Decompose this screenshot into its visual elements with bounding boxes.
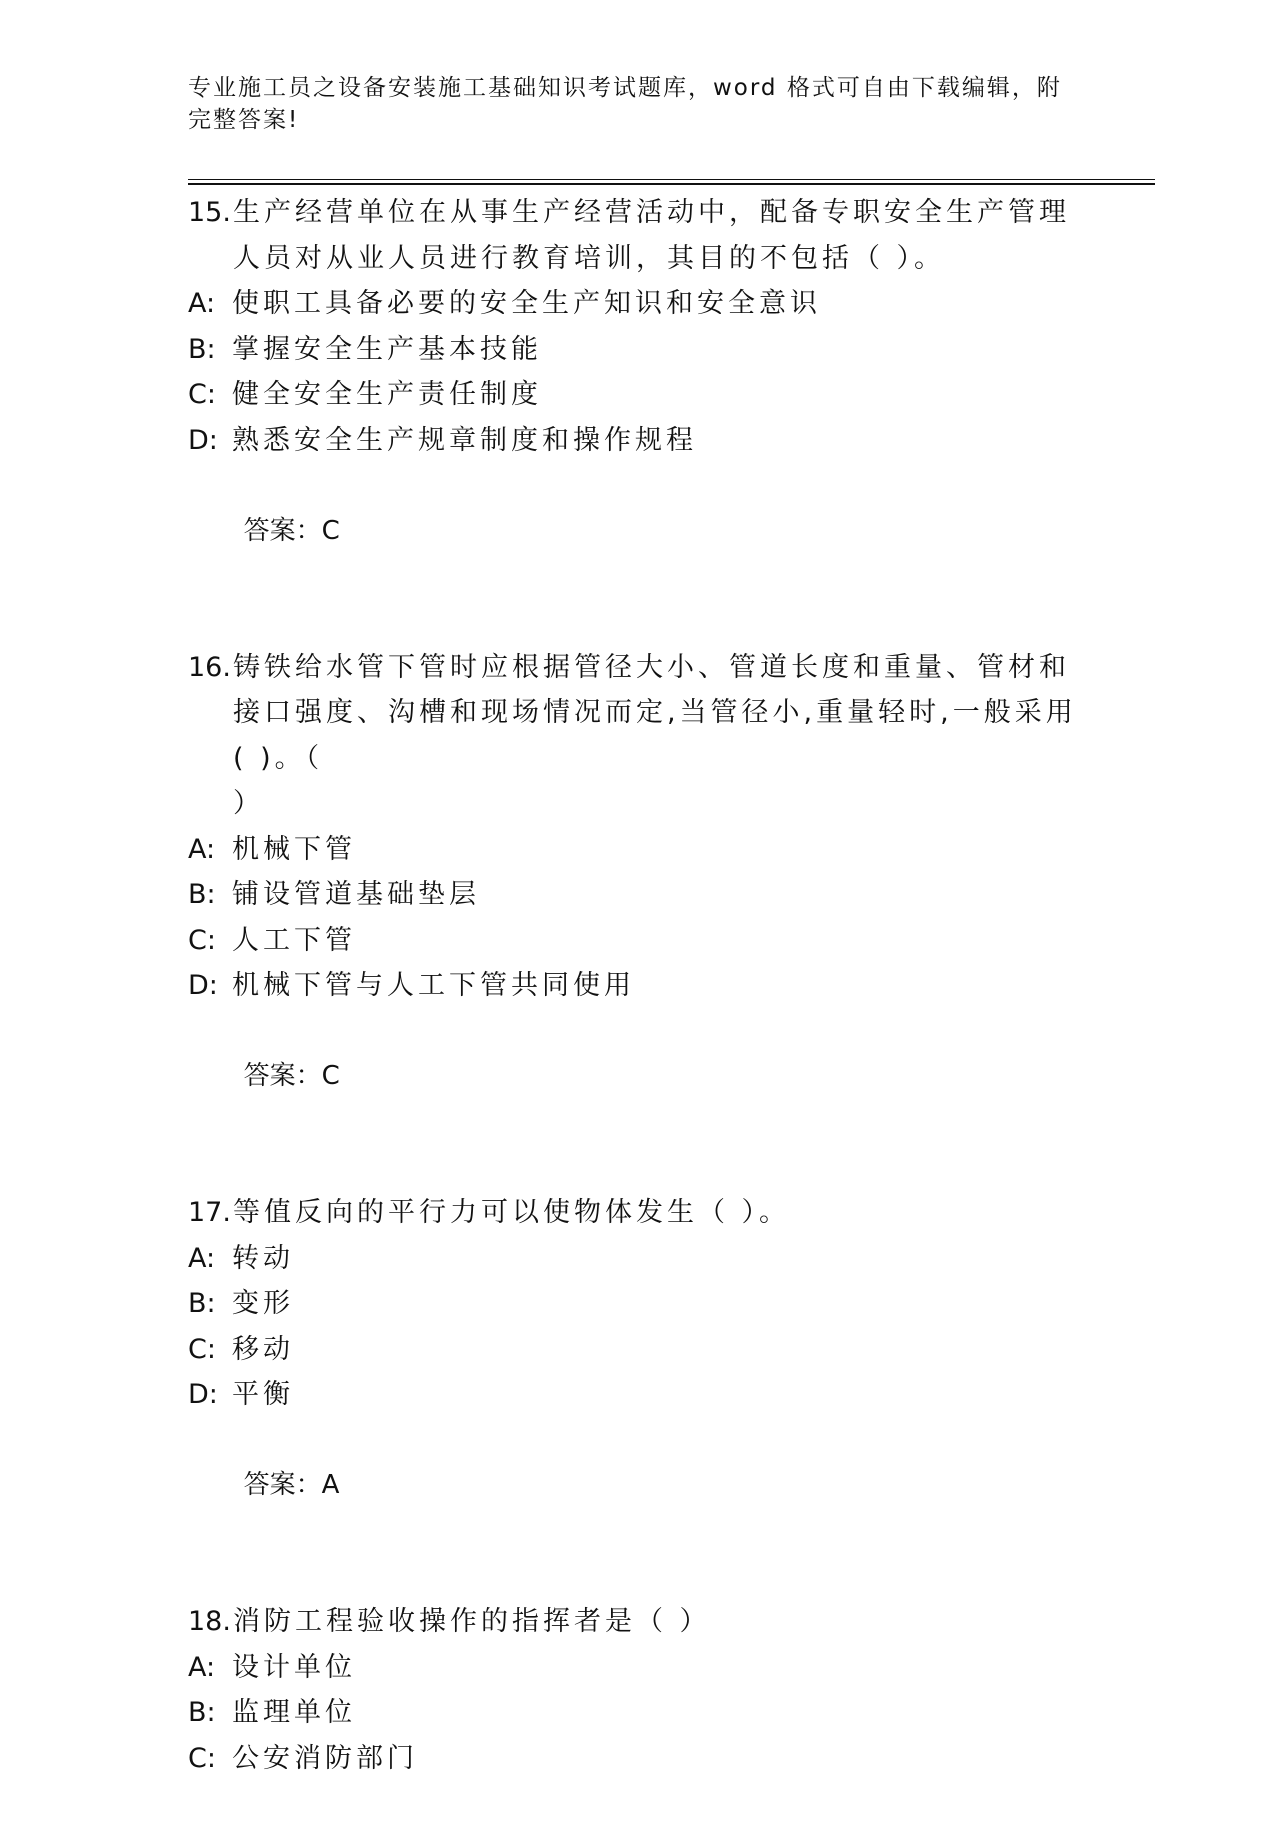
option-b <box>188 1690 1088 1736</box>
answer-value: C <box>321 1061 341 1091</box>
answer-value: C <box>321 515 341 546</box>
option-d <box>188 1372 1088 1418</box>
question-15 <box>188 190 1088 600</box>
option-key: B: <box>188 1288 216 1319</box>
option-text: 熟悉安全生产规章制度和操作规程 <box>232 424 697 456</box>
question-list <box>188 190 1088 1826</box>
option-a <box>188 281 1088 327</box>
option-b <box>188 872 1088 918</box>
option-key: C: <box>188 924 216 956</box>
option-d <box>188 418 1088 464</box>
option-text: 机械下管 <box>232 833 356 865</box>
option-key: A: <box>188 833 216 865</box>
option-key: D: <box>188 424 218 456</box>
option-text: 变形 <box>232 1288 294 1319</box>
option-key: B: <box>188 1697 216 1728</box>
answer-line <box>188 1009 1088 1146</box>
question-number: 16. <box>188 651 231 683</box>
option-text: 掌握安全生产基本技能 <box>232 333 542 365</box>
option-key: A: <box>188 1242 216 1274</box>
question-stem <box>188 645 1088 827</box>
option-text: 健全安全生产责任制度 <box>232 379 542 410</box>
option-key: C: <box>188 1742 216 1774</box>
answer-label: 答案： <box>243 515 322 546</box>
option-text: 使职工具备必要的安全生产知识和安全意识 <box>232 288 821 319</box>
option-text: 人工下管 <box>232 924 356 956</box>
option-c <box>188 1327 1088 1373</box>
question-18 <box>188 1599 1088 1781</box>
question-text: 消防工程验收操作的指挥者是（ ） <box>232 1606 711 1637</box>
header-divider-thin <box>188 179 1155 180</box>
question-number: 15. <box>188 197 231 228</box>
option-c <box>188 918 1088 964</box>
option-a <box>188 1236 1088 1282</box>
option-key: A: <box>188 288 216 319</box>
option-key: A: <box>188 1651 216 1683</box>
answer-line <box>188 463 1088 600</box>
question-number: 18. <box>188 1606 231 1637</box>
option-c <box>188 372 1088 418</box>
question-text: 铸铁给水管下管时应根据管径大小、管道长度和重量、管材和接口强度、沟槽和现场情况而定,当管径小,重量轻时,一般采用( )。（ ） <box>232 651 1077 819</box>
answer-line <box>188 1418 1088 1555</box>
question-17 <box>188 1190 1088 1554</box>
option-key: B: <box>188 333 216 365</box>
option-d <box>188 963 1088 1009</box>
option-b <box>188 1281 1088 1327</box>
option-c <box>188 1736 1088 1782</box>
header-divider-thick <box>188 183 1155 185</box>
option-key: C: <box>188 1333 216 1365</box>
question-text: 生产经营单位在从事生产经营活动中，配备专职安全生产管理人员对从业人员进行教育培训，其目的不包括（ ）。 <box>232 197 1070 274</box>
option-text: 机械下管与人工下管共同使用 <box>232 970 635 1001</box>
question-stem <box>188 1599 1088 1645</box>
question-16 <box>188 645 1088 1146</box>
answer-label: 答案： <box>243 1470 322 1500</box>
option-key: C: <box>188 379 216 410</box>
option-key: D: <box>188 970 218 1001</box>
question-stem <box>188 190 1088 281</box>
answer-value: A <box>321 1470 341 1500</box>
question-text: 等值反向的平行力可以使物体发生（ ）。 <box>232 1197 791 1228</box>
option-text: 铺设管道基础垫层 <box>232 879 480 910</box>
option-key: D: <box>188 1379 218 1410</box>
option-text: 移动 <box>232 1333 294 1365</box>
option-text: 监理单位 <box>232 1697 356 1728</box>
answer-label: 答案： <box>243 1061 322 1091</box>
option-b <box>188 327 1088 373</box>
question-stem <box>188 1190 1088 1236</box>
option-text: 转动 <box>232 1242 294 1274</box>
option-text: 设计单位 <box>232 1651 356 1683</box>
option-text: 公安消防部门 <box>232 1742 418 1774</box>
option-key: B: <box>188 879 216 910</box>
option-a <box>188 1645 1088 1691</box>
document-header: 专业施工员之设备安装施工基础知识考试题库，word 格式可自由下载编辑，附完整答案! <box>188 75 1062 133</box>
question-number: 17. <box>188 1197 231 1228</box>
option-a <box>188 827 1088 873</box>
option-text: 平衡 <box>232 1379 294 1410</box>
